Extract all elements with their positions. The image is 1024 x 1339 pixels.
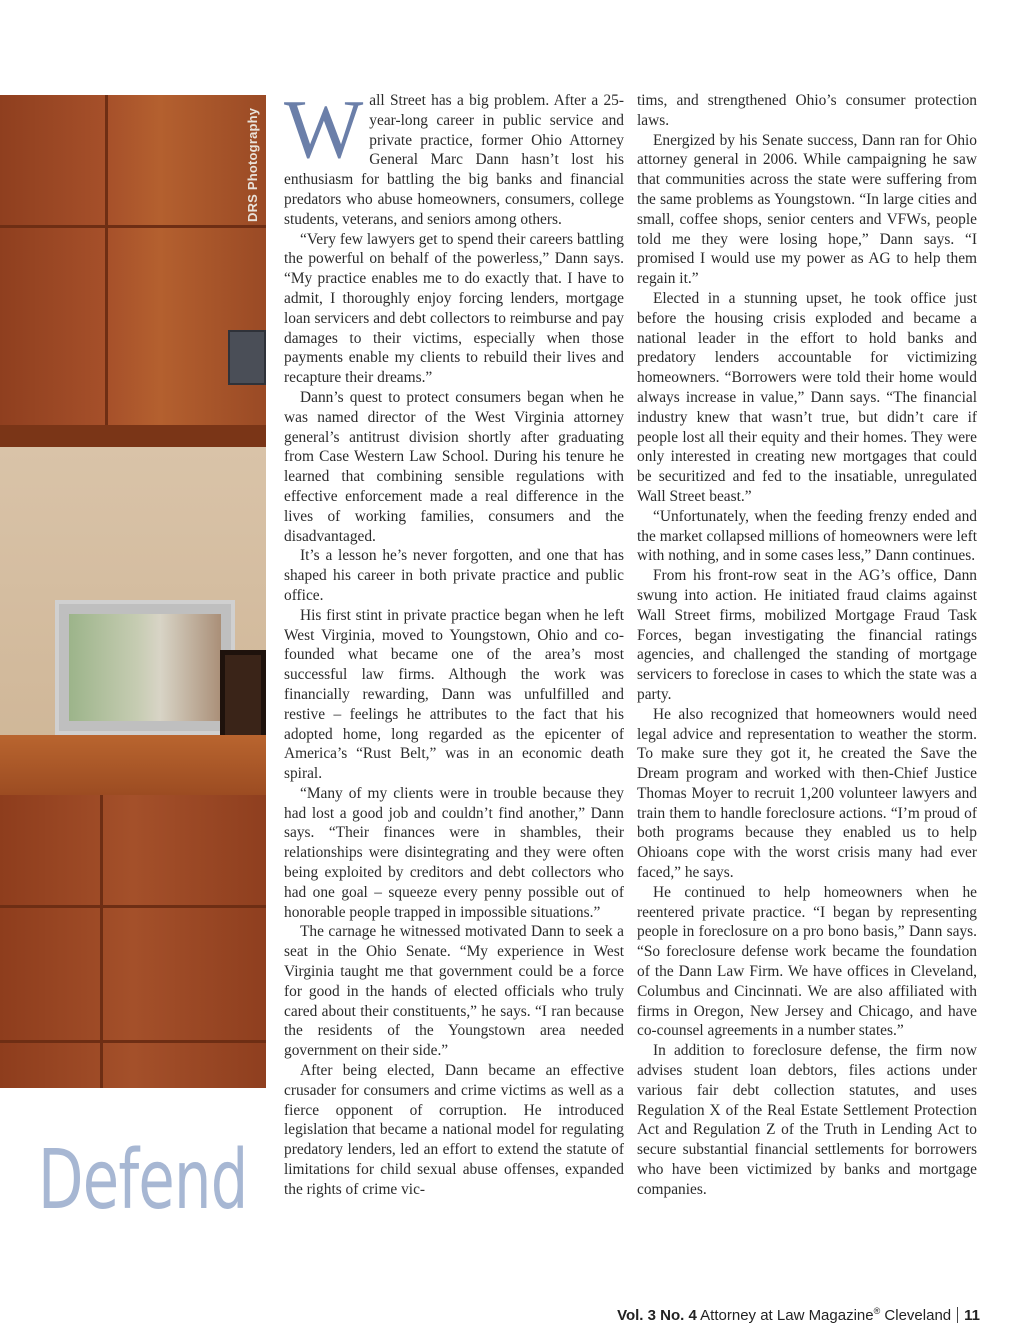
paragraph: Dann’s quest to protect consumers began when he was named director of the West Virginia attorney general’s antitrust division shortly after graduating from Case Western Law School. During his tenure he learned that combining sensible regulations with effective enforcement made a real difference in the lives of working families, consumers and the disadvantaged. xyxy=(284,388,624,545)
paragraph: Elected in a stunning upset, he took office just before the housing crisis exploded and became a national leader in the effort to hold banks and predatory lenders accountable for victimizing homeowners. “Borrowers were told their home would always increase in value,” Dann says. “The financial industry knew that wasn’t true, but didn’t care if people lost all their equity and their homes. They were only interested in creating new mortgages that could be securitized and fed to the insatiable, unregulated Wall Street beast.” xyxy=(637,289,977,505)
cabinet-seam xyxy=(0,1040,266,1043)
edition-name: Cleveland xyxy=(884,1307,952,1324)
paragraph: From his front-row seat in the AG’s office, Dann swung into action. He initiated fraud claims against Wall Street firms, mobilized Mortgage Fraud Task Forces, began investigating the financial ratings agencies, and challenged the standing of mortgage servicers to foreclose in cases to which the state was a party. xyxy=(637,567,977,703)
upper-cabinet xyxy=(0,95,266,425)
paragraph: tims, and strengthened Ohio’s consumer protection laws. xyxy=(637,92,977,129)
paragraph: Energized by his Senate success, Dann ran for Ohio attorney general in 2006. While campaigning he saw that communities across the state were suffering from the same problems as Youngstown. “In large cities and small, coffee shops, senior centers and VFWs, people told me they were losing hope,” Dann says. “I promised I would use my power as AG to help them regain it.” xyxy=(637,131,977,288)
desk-top xyxy=(0,735,266,795)
cabinet-seam xyxy=(100,795,103,1088)
volume-issue: Vol. 3 No. 4 xyxy=(617,1307,697,1324)
registered-mark: ® xyxy=(873,1306,881,1316)
picture-frame xyxy=(55,600,235,735)
paragraph: “Many of my clients were in trouble because they had lost a good job and couldn’t find another,” Dann says. “Their finances were in shambles, their relationships were disintegrating and they were often being exploited by creditors and debt collectors who had one goal – squeeze every penny possible out of honorable people trapped in impossible situations.” xyxy=(284,784,624,921)
cabinet-seam xyxy=(0,905,266,908)
framed-photo xyxy=(69,614,221,721)
paragraph: “Unfortunately, when the feeding frenzy ended and the market collapsed millions of homeowners were left with nothing, and in some cases less,” Dann continues. xyxy=(637,507,977,565)
article-column-1 xyxy=(284,83,624,1200)
article-column-2 xyxy=(637,91,977,1200)
paragraph: It’s a lesson he’s never forgotten, and one that has shaped his career in both private practice and public office. xyxy=(284,547,624,604)
paragraph: He also recognized that homeowners would need legal advice and representation to weather the storm. To make sure they got it, he created the Save the Dream program and worked with then-Chief Justice Thomas Moyer to recruit 1,200 volunteer lawyers and train them to handle foreclosure actions. “I’m proud of both programs because they enabled us to help Ohioans cope with the worst crisis many had ever faced,” he says. xyxy=(637,705,977,882)
drop-cap: W xyxy=(284,83,364,176)
page-footer xyxy=(617,1306,980,1324)
lower-cabinet xyxy=(0,795,266,1088)
headline-word: Defend xyxy=(38,1133,248,1228)
paragraph: His first stint in private practice began when he left West Virginia, moved to Youngstown, Ohio and co-founded what became one of the area’s most successful law firms. Although the work was financially rewarding, Dann was unfulfilled and restive – feelings he attributes to the fact that his adopted home, long regarded as the epicenter of America’s “Rust Belt,” was in an economic death spiral. xyxy=(284,606,624,783)
paragraph: After being elected, Dann became an effective crusader for consumers and crime victims as well as a fierce opponent of corruption. He introduced legislation that became a national model for regulating predatory lenders, led an effort to extend the statute of limitations for child sexual abuse offenses, expanded the rights of crime vic- xyxy=(284,1062,624,1198)
paragraph: He continued to help homeowners when he reentered private practice. “I began by representing people in foreclosure on a pro bono basis,” Dann says. “So foreclosure defense work became the foundation of the Dann Law Firm. We have offices in Cleveland, Columbus and Cincinnati. We are also affiliated with firms in Oregon, New Jersey and Chicago, and have co-counsel agreements in a number states.” xyxy=(637,883,977,1040)
cabinet-seam xyxy=(105,95,108,425)
magazine-name: Attorney at Law Magazine xyxy=(700,1307,874,1324)
article-photo xyxy=(0,95,266,1088)
paragraph: all Street has a big problem. After a 25-year-long career in public service and private practice, former Ohio Attorney General Marc Dann hasn’t lost his enthusiasm for battling the big banks and financial predators who abuse homeowners, consumers, college students, veterans, and seniors among others. xyxy=(284,92,624,228)
paragraph: In addition to foreclosure defense, the firm now advises student loan debtors, files actions under various fair debt collection statutes, and uses Regulation X of the Real Estate Settlement Protection Act and Regulation Z of the Truth in Lending Act to secure substantial financial settlements for borrowers who have been victimized by banks and mortgage companies. xyxy=(637,1042,977,1198)
footer-divider xyxy=(957,1307,958,1323)
plaque xyxy=(228,330,266,385)
paragraph: The carnage he witnessed motivated Dann to seek a seat in the Ohio Senate. “My experience in West Virginia taught me that government could be a force for good in the hands of elected officials who truly cared about their constituents,” he says. “I ran because the residents of the Youngstown area needed government on their side.” xyxy=(284,923,624,1060)
shelf xyxy=(0,425,266,447)
paragraph: “Very few lawyers get to spend their careers battling the powerful on behalf of the powerless,” Dann says. “My practice enables me to do exactly that. I have to admit, I thoroughly enjoy forcing lenders, mortgage loan servicers and debt collectors to reimburse and pay damages to their victims, especially when those payments enable my clients to rebuild their lives and recapture their dreams.” xyxy=(284,230,624,387)
page-number: 11 xyxy=(964,1307,980,1324)
cabinet-seam xyxy=(0,225,266,228)
